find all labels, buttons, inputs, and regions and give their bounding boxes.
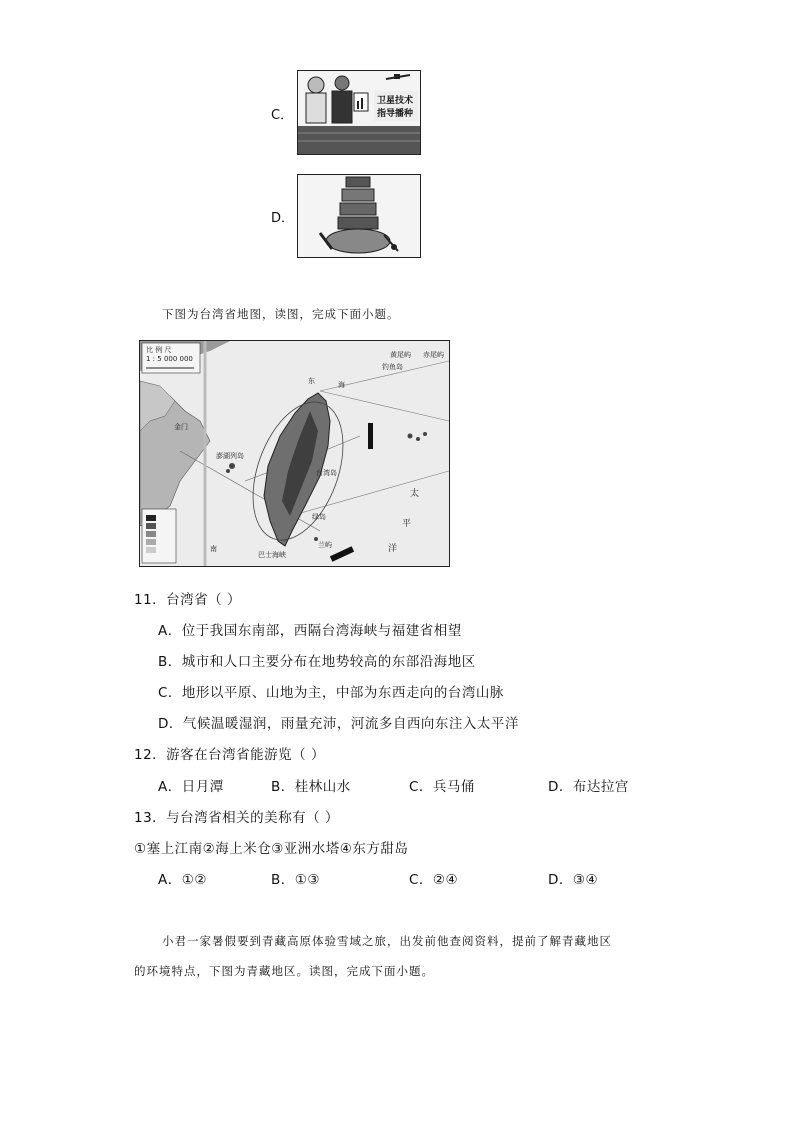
question-13-stem: 13．与台湾省相关的美称有（ ） xyxy=(134,810,339,826)
picture-c-text-line1: 卫星技术 xyxy=(377,96,414,106)
map-label-nanhai: 南 xyxy=(210,545,217,553)
taiwan-map-graphic xyxy=(140,341,449,566)
tibet-intro-line1: 小君一家暑假要到青藏高原体验雪域之旅，出发前他查阅资料，提前了解青藏地区 xyxy=(162,934,612,948)
option-c-label: C． xyxy=(271,108,294,123)
question-12-stem: 12．游客在台湾省能游览（ ） xyxy=(134,747,325,763)
map-label-dong: 东 xyxy=(308,377,315,385)
question-13-option-d[interactable]: D．③④ xyxy=(548,872,599,888)
map-label-lanyu: 兰屿 xyxy=(318,541,332,549)
question-11-option-d[interactable]: D．气候温暖湿润，雨量充沛，河流多自西向东注入太平洋 xyxy=(158,716,519,732)
satellite-sowing-illustration xyxy=(298,71,420,154)
option-d-label: D． xyxy=(271,211,295,226)
question-12-option-d[interactable]: D．布达拉宫 xyxy=(548,779,629,795)
option-d-picture xyxy=(297,174,421,258)
question-12-option-b[interactable]: B．桂林山水 xyxy=(271,779,351,795)
question-11-option-a[interactable]: A．位于我国东南部，西隔台湾海峡与福建省相望 xyxy=(158,623,462,639)
map-label-jinmen: 金门 xyxy=(174,423,188,431)
map-label-bashi: 巴士海峡 xyxy=(258,551,286,559)
question-13-option-b[interactable]: B．①③ xyxy=(271,872,320,888)
question-13-items: ①塞上江南②海上米仓③亚洲水塔④东方甜岛 xyxy=(134,841,409,857)
tibet-intro-line2: 的环境特点，下图为青藏地区。读图，完成下面小题。 xyxy=(134,964,434,978)
question-13-option-a[interactable]: A．①② xyxy=(158,872,207,888)
question-12-option-a[interactable]: A．日月潭 xyxy=(158,779,224,795)
map-label-tai: 太 xyxy=(410,489,420,499)
map-label-chiweiyu: 赤尾屿 xyxy=(423,351,444,359)
map-label-hai: 海 xyxy=(338,381,345,389)
question-11-option-c[interactable]: C．地形以平原、山地为主，中部为东西走向的台湾山脉 xyxy=(158,685,504,701)
map-scale-value: 1 : 5 000 000 xyxy=(146,355,193,363)
tower-illustration xyxy=(298,175,420,257)
map-scale-title: 比 例 尺 xyxy=(146,346,172,354)
map-label-penghu: 澎湖列岛 xyxy=(216,452,244,460)
taiwan-map xyxy=(139,340,450,567)
question-11-stem: 11．台湾省（ ） xyxy=(134,592,241,608)
map-label-ludao: 绿岛 xyxy=(312,513,326,521)
map-label-taiwandao: 台湾岛 xyxy=(316,469,337,477)
picture-c-text-line2: 指导播种 xyxy=(377,109,414,119)
option-c-picture xyxy=(297,70,421,155)
map-label-ping: 平 xyxy=(402,519,412,529)
taiwan-intro-text: 下图为台湾省地图，读图，完成下面小题。 xyxy=(162,307,400,321)
question-12-option-c[interactable]: C．兵马俑 xyxy=(409,779,475,795)
map-label-yang: 洋 xyxy=(388,544,398,554)
question-11-option-b[interactable]: B．城市和人口主要分布在地势较高的东部沿海地区 xyxy=(158,654,476,670)
question-13-option-c[interactable]: C．②④ xyxy=(409,872,459,888)
map-label-diaoyudao: 钓鱼岛 xyxy=(382,363,403,371)
map-label-huangweiyu: 黄尾屿 xyxy=(390,351,411,359)
